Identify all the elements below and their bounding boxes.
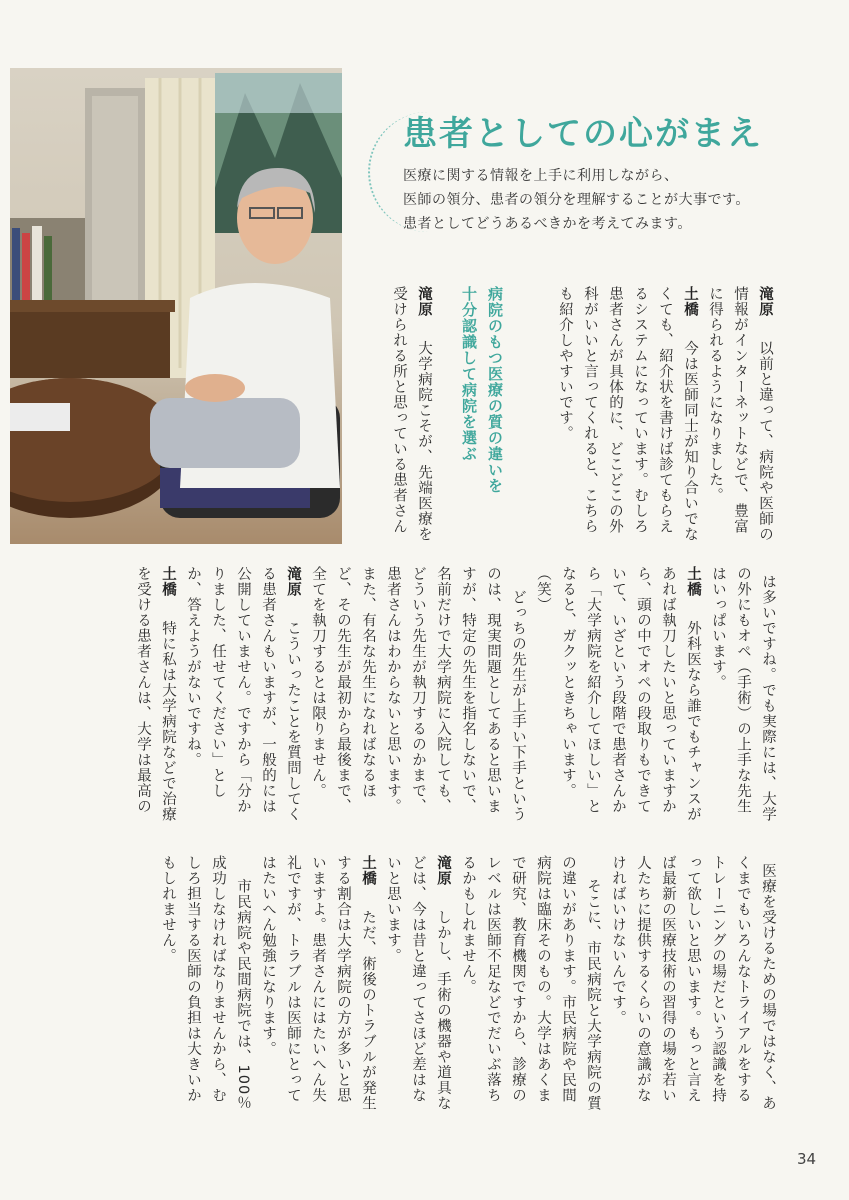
dialogue-paragraph <box>386 286 436 548</box>
speaker-label: 滝原 <box>416 286 432 317</box>
lead-line: 医師の領分、患者の領分を理解することが大事です。 <box>403 192 750 208</box>
dialogue-paragraph <box>180 566 305 828</box>
upper-dialogue <box>545 286 777 548</box>
dialogue-text: 特に私は大学病院などで治療を受ける患者さんは、大学は最高の <box>135 566 176 822</box>
section-heading <box>456 286 508 548</box>
dialogue-paragraph <box>702 286 777 548</box>
interview-photo <box>10 68 342 544</box>
dialogue-text: そこに、市民病院と大学病院の質の違いがあります。市民病院や民間病院は臨床そのもの。大学はあくまで研究、教育機関ですから、診療のレベルは医師不足などでだいぶ落ちるかもしれません。 <box>460 855 601 1111</box>
dialogue-text: 医療を受けるための場ではなく、あくまでもいろんなトライアルをするトレーニングの場だという認識を持って欲しいと思います。もっと言えば最新の医療技術の習得の場を若い人たちに提供するくらいの意識がなければいけないんです。 <box>610 855 776 1111</box>
speaker-label: 土橋 <box>160 566 176 597</box>
photo-illustration <box>10 68 342 544</box>
dialogue-text: 外科医なら誰でもチャンスがあれば執刀したいと思っていますから、頭の中でオペの段取りもできていて、いざという段階で患者さんから「大学病院を紹介してほしい」となると、ガクッときちゃいます。（笑） <box>535 566 701 822</box>
dialogue-paragraph <box>552 286 702 548</box>
speaker-label: 滝原 <box>285 566 301 597</box>
dialogue-text: 以前と違って、病院や医師の情報がインターネットなどで、豊富に得られるようになりました。 <box>707 286 773 542</box>
dialogue-paragraph <box>130 566 180 828</box>
dialogue-text: こういったことを質問してくる患者さんもいますが、一般的には公開していません。ですから「分かりました、任せてください」としか、答えようがないですね。 <box>185 566 301 822</box>
dialogue-paragraph <box>380 855 455 1117</box>
dialogue-text: は多いですね。でも実際には、大学の外にもオペ（手術）の上手な先生はいっぱいます。 <box>710 566 776 822</box>
page-title: 患者としての心がまえ <box>403 114 763 154</box>
dialogue-text: 大学病院こそが、先端医療を受けられる所と思っている患者さん <box>391 286 432 542</box>
dialogue-paragraph <box>155 855 255 1117</box>
dialogue-text: どっちの先生が上手い下手というのは、現実問題としてあると思いますが、特定の先生を指名しないで、名前だけで大学病院に入院しても、どういう先生が執刀するのかまで、患者さんはわからないと思います。また、有名な先生になればなるほど、その先生が最初から最後まで、全てを執刀するとは限りません。 <box>310 566 526 822</box>
dialogue-paragraph <box>705 566 780 828</box>
upper-dialogue-2 <box>380 286 436 548</box>
dialogue-text: しかし、手術の機器や道具などは、今は昔と違ってさほど差はないと思います。 <box>385 855 451 1111</box>
lead-line: 医療に関する情報を上手に利用しながら、 <box>403 168 679 184</box>
speaker-label: 土橋 <box>685 566 701 597</box>
dialogue-paragraph <box>530 566 705 828</box>
speaker-label: 滝原 <box>757 286 773 317</box>
lower-left-dialogue <box>72 855 780 1117</box>
speaker-label: 滝原 <box>435 855 451 886</box>
dialogue-text: ただ、術後のトラブルが発生する割合は大学病院の方が多いと思いますよ。患者さんにはたいへん失礼ですが、トラブルは医師にとってはたいへん勉強になります。 <box>260 855 376 1111</box>
lower-right-dialogue <box>108 566 780 828</box>
dialogue-paragraph <box>455 855 605 1117</box>
speaker-label: 土橋 <box>682 286 698 317</box>
dialogue-paragraph <box>305 566 530 828</box>
dialogue-text: 今は医師同士が知り合いでなくても、紹介状を書けば診てもらえるシステムになっています。むしろ患者さんが具体的に、どこどこの外科がいいと言ってくれると、こちらも紹介しやすいです。 <box>557 286 698 542</box>
dialogue-paragraph <box>255 855 380 1117</box>
lead-text <box>403 164 783 236</box>
heading-line: 病院のもつ医療の質の違いを <box>486 286 504 494</box>
dialogue-text: 市民病院や民間病院では、100％成功しなければなりませんから、むしろ担当する医師の負担は大きいかもしれません。 <box>160 855 251 1111</box>
page-number: 34 <box>797 1150 817 1168</box>
heading-line: 十分認識して病院を選ぶ <box>460 286 478 462</box>
dialogue-paragraph <box>605 855 780 1117</box>
lead-line: 患者としてどうあるべきかを考えてみます。 <box>403 216 692 232</box>
speaker-label: 土橋 <box>360 855 376 886</box>
